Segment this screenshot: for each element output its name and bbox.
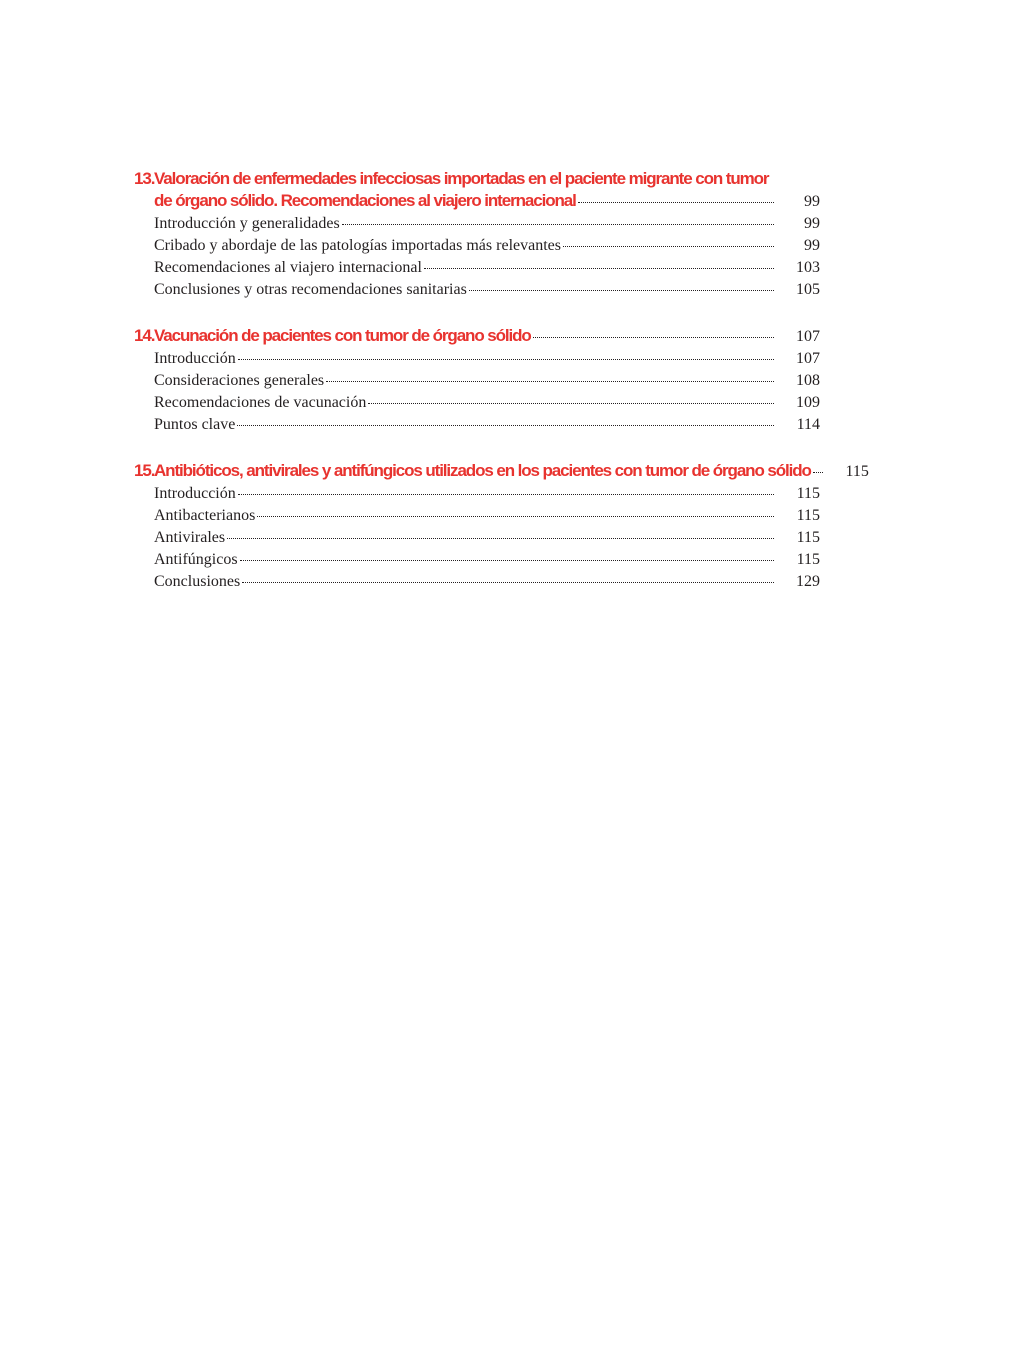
section-page-number: 108: [796, 372, 820, 389]
section-page-number: 115: [796, 507, 820, 524]
toc-entry[interactable]: [134, 414, 820, 436]
section-page-number: 115: [796, 485, 820, 502]
section-page-number: 107: [796, 350, 820, 367]
section-title[interactable]: Antivirales: [154, 529, 226, 546]
dot-leader: [240, 560, 774, 561]
section-page-number: 99: [804, 237, 820, 254]
section-title[interactable]: Puntos clave: [154, 416, 236, 433]
toc-entry[interactable]: [134, 505, 820, 527]
chapter-title-line1[interactable]: Valoración de enfermedades infecciosas importadas en el paciente migrante con tumor: [154, 169, 769, 188]
section-title[interactable]: Antifúngicos: [154, 551, 238, 568]
dot-leader: [469, 290, 774, 291]
section-page-number: 109: [796, 394, 820, 411]
chapter-heading-row[interactable]: [134, 190, 820, 213]
section-title[interactable]: Recomendaciones de vacunación: [154, 394, 367, 411]
toc-entry[interactable]: [134, 348, 820, 370]
section-page-number: 103: [796, 259, 820, 276]
chapter-heading-row[interactable]: [134, 325, 820, 348]
section-title[interactable]: Conclusiones: [154, 573, 241, 590]
chapter-page-number: 99: [804, 193, 820, 210]
section-title[interactable]: Cribado y abordaje de las patologías importadas más relevantes: [154, 237, 561, 254]
section-title[interactable]: Recomendaciones al viajero internacional: [154, 259, 422, 276]
chapter-number: 15.: [134, 461, 155, 480]
dot-leader: [578, 202, 774, 203]
section-page-number: 115: [796, 551, 820, 568]
section-list: [134, 483, 820, 593]
chapter-heading-row[interactable]: [134, 460, 869, 483]
chapter-number: 13.: [134, 169, 155, 188]
chapter-page-number: 107: [796, 328, 820, 345]
dot-leader: [238, 359, 774, 360]
dot-leader: [424, 268, 774, 269]
toc-entry[interactable]: [134, 257, 820, 279]
section-page-number: 129: [796, 573, 820, 590]
dot-leader: [237, 425, 774, 426]
dot-leader: [368, 403, 774, 404]
chapter-13: [134, 168, 820, 301]
toc-entry[interactable]: [134, 370, 820, 392]
chapter-title-line2[interactable]: de órgano sólido. Recomendaciones al viajero internacional: [154, 191, 576, 210]
table-of-contents: [134, 168, 869, 617]
toc-entry[interactable]: [134, 571, 820, 593]
toc-entry[interactable]: [134, 549, 820, 571]
toc-entry[interactable]: [134, 392, 820, 414]
dot-leader: [326, 381, 774, 382]
dot-leader: [563, 246, 774, 247]
toc-entry[interactable]: [134, 279, 820, 301]
section-page-number: 115: [796, 529, 820, 546]
section-title[interactable]: Introducción: [154, 485, 236, 502]
chapter-heading-line1: [134, 168, 820, 190]
section-list: [134, 213, 820, 301]
dot-leader: [238, 494, 774, 495]
dot-leader: [533, 337, 774, 338]
section-list: [134, 348, 820, 436]
section-title[interactable]: Conclusiones y otras recomendaciones sanitarias: [154, 281, 467, 298]
chapter-title[interactable]: Antibióticos, antivirales y antifúngicos utilizados en los pacientes con tumor de órgano sólido: [154, 461, 811, 480]
dot-leader: [242, 582, 774, 583]
section-page-number: 99: [804, 215, 820, 232]
section-title[interactable]: Antibacterianos: [154, 507, 256, 524]
chapter-title[interactable]: Vacunación de pacientes con tumor de órgano sólido: [154, 326, 531, 345]
section-page-number: 114: [796, 416, 820, 433]
section-title[interactable]: Introducción y generalidades: [154, 215, 340, 232]
dot-leader: [227, 538, 774, 539]
dot-leader: [257, 516, 774, 517]
toc-entry[interactable]: [134, 483, 820, 505]
toc-entry[interactable]: [134, 527, 820, 549]
section-page-number: 105: [796, 281, 820, 298]
dot-leader: [342, 224, 774, 225]
section-title[interactable]: Consideraciones generales: [154, 372, 325, 389]
chapter-page-number: 115: [845, 463, 869, 480]
toc-entry[interactable]: [134, 213, 820, 235]
dot-leader: [813, 472, 823, 473]
toc-entry[interactable]: [134, 235, 820, 257]
chapter-15: [134, 460, 869, 593]
chapter-number: 14.: [134, 326, 155, 345]
chapter-14: [134, 325, 820, 436]
section-title[interactable]: Introducción: [154, 350, 236, 367]
